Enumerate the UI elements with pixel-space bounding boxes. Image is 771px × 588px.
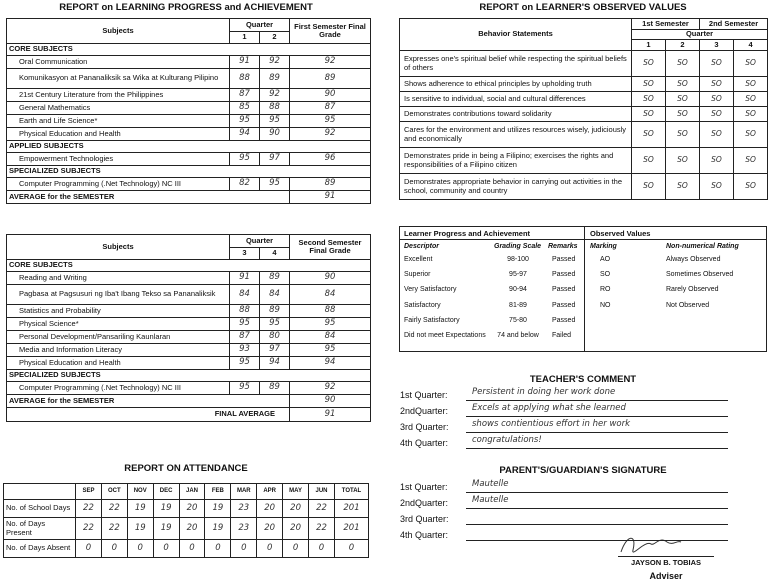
attendance-value: 0 (179, 540, 205, 558)
attendance-row-label: No. of Days Present (4, 518, 76, 540)
final-grade: 84 (290, 331, 371, 344)
month-header: MAY (283, 484, 309, 500)
value-mark: SO (666, 107, 700, 122)
attendance-value: 0 (205, 540, 231, 558)
learning-title: REPORT on LEARNING PROGRESS and ACHIEVEMENT (59, 2, 313, 13)
comment-text: congratulations! (472, 435, 542, 445)
non-numerical-rating: Not Observed (666, 301, 710, 309)
behavior-statement: Shows adherence to ethical principles by upholding truth (400, 77, 632, 92)
descriptor: Satisfactory (404, 301, 441, 309)
final-grade: 92 (290, 128, 371, 141)
quarter-number: 1 (632, 40, 666, 51)
quarter-grade: 97 (260, 344, 290, 357)
quarter-grade: 93 (230, 344, 260, 357)
final-grade: 92 (290, 382, 371, 395)
behavior-row (400, 92, 768, 107)
value-mark: SO (734, 122, 768, 148)
marking: RO (600, 286, 611, 294)
non-numerical-rating: Rarely Observed (666, 286, 719, 294)
quarter-header: Quarter (230, 235, 290, 248)
attendance-value: 0 (309, 540, 335, 558)
comment-text: Excels at applying what she learned (472, 403, 626, 413)
quarter-grade: 95 (260, 178, 290, 191)
subject-name: Reading and Writing (7, 272, 230, 285)
attendance-value: 201 (335, 518, 369, 540)
signature-label: 4th Quarter: (400, 530, 449, 540)
quarter-a-header: 1 (230, 32, 260, 44)
remarks-head: Remarks (548, 243, 578, 250)
value-mark: SO (632, 148, 666, 174)
section-label: SPECIALIZED SUBJECTS (7, 370, 371, 382)
final-grade: 89 (290, 178, 371, 191)
marking: SO (600, 271, 611, 279)
quarter-grade: 84 (260, 285, 290, 305)
subject-name: Komunikasyon at Pananaliksik sa Wika at Kulturang Pilipino (7, 69, 230, 89)
subject-name: Physical Education and Health (7, 128, 230, 141)
attendance-row-label: No. of School Days (4, 500, 76, 518)
month-header: TOTAL (335, 484, 369, 500)
subjects-header: Subjects (7, 19, 230, 44)
quarter-grade: 89 (260, 305, 290, 318)
quarter-header: Quarter (230, 19, 290, 32)
month-header: FEB (205, 484, 231, 500)
subject-row (7, 115, 371, 128)
remark: Passed (552, 301, 576, 309)
subject-name: Media and Information Literacy (7, 344, 230, 357)
quarter-grade: 91 (230, 272, 260, 285)
attendance-value: 0 (127, 540, 153, 558)
attendance-value: 20 (283, 500, 309, 518)
final-grade-header: Second Semester Final Grade (290, 235, 371, 260)
section-label: CORE SUBJECTS (7, 260, 371, 272)
subject-row (7, 357, 371, 370)
quarter-grade: 84 (230, 285, 260, 305)
final-grade: 87 (290, 102, 371, 115)
section-label: CORE SUBJECTS (7, 44, 371, 56)
attendance-row (4, 500, 369, 518)
quarter-grade: 87 (230, 89, 260, 102)
behavior-statement: Expresses one's spiritual belief while respecting the spiritual beliefs of others (400, 51, 632, 77)
semester-average: 91 (290, 191, 371, 204)
value-mark: SO (632, 92, 666, 107)
attendance-value: 20 (257, 518, 283, 540)
comment-label: 1st Quarter: (400, 390, 448, 400)
remark: Failed (552, 332, 572, 339)
quarter-grade: 88 (230, 305, 260, 318)
value-mark: SO (734, 92, 768, 107)
attendance-value: 20 (257, 500, 283, 518)
final-grade: 95 (290, 318, 371, 331)
quarter-grade: 88 (260, 102, 290, 115)
quarter-grade: 95 (230, 115, 260, 128)
subject-row (7, 153, 371, 166)
value-mark: SO (734, 174, 768, 200)
attendance-row (4, 540, 369, 558)
attendance-table (3, 483, 369, 558)
second-semester-header: 2nd Semester (700, 19, 768, 30)
quarter-grade: 89 (260, 69, 290, 89)
subject-name: 21st Century Literature from the Philippines (7, 89, 230, 102)
subject-row (7, 102, 371, 115)
subject-row (7, 382, 371, 395)
signature-text: Mautelle (472, 495, 509, 505)
descriptor: Superior (404, 271, 431, 279)
quarter-number: 3 (700, 40, 734, 51)
value-mark: SO (666, 148, 700, 174)
comment-title: TEACHER'S COMMENT (529, 374, 637, 385)
attendance-value: 20 (179, 518, 205, 540)
behavior-statement: Demonstrates pride in being a Filipino; exercises the rights and responsibilities of a Filipino citizen (400, 148, 632, 174)
month-header: JUN (309, 484, 335, 500)
comment-label: 4th Quarter: (400, 438, 449, 448)
final-grade: 92 (290, 56, 371, 69)
legend-box (399, 226, 767, 352)
adviser-name: JAYSON B. TOBIAS (630, 558, 702, 567)
quarter-grade: 89 (260, 382, 290, 395)
descriptor: Did not meet Expectations (404, 332, 486, 339)
value-mark: SO (666, 122, 700, 148)
month-header: DEC (153, 484, 179, 500)
first-semester-header: 1st Semester (632, 19, 700, 30)
attendance-value: 19 (127, 518, 153, 540)
signature-label: 3rd Quarter: (400, 514, 449, 524)
value-mark: SO (700, 122, 734, 148)
value-mark: SO (632, 51, 666, 77)
attendance-value: 20 (179, 500, 205, 518)
attendance-value: 0 (257, 540, 283, 558)
final-average-label: FINAL AVERAGE (7, 408, 290, 422)
attendance-value: 0 (283, 540, 309, 558)
attendance-value: 0 (231, 540, 257, 558)
subject-name: Oral Communication (7, 56, 230, 69)
semester-average: 90 (290, 395, 371, 408)
second-semester-table (6, 234, 371, 422)
comment-text: shows contientious effort in her work (472, 419, 631, 429)
value-mark: SO (666, 92, 700, 107)
value-mark: SO (666, 51, 700, 77)
value-mark: SO (632, 107, 666, 122)
value-mark: SO (734, 51, 768, 77)
behavior-row (400, 77, 768, 92)
attendance-value: 19 (205, 500, 231, 518)
grading-scale: 90-94 (509, 286, 527, 294)
subject-name: Computer Programming (.Net Technology) NC III (7, 178, 230, 191)
subject-row (7, 272, 371, 285)
value-mark: SO (700, 148, 734, 174)
quarter-b-header: 4 (260, 248, 290, 260)
value-mark: SO (700, 77, 734, 92)
quarter-grade: 87 (230, 331, 260, 344)
marking: NO (600, 301, 611, 309)
subject-row (7, 318, 371, 331)
month-header: NOV (127, 484, 153, 500)
subject-row (7, 331, 371, 344)
behavior-row (400, 148, 768, 174)
signature-line (466, 528, 728, 541)
subject-row (7, 305, 371, 318)
section-label: APPLIED SUBJECTS (7, 141, 371, 153)
attendance-value: 22 (309, 500, 335, 518)
behavior-row (400, 122, 768, 148)
subject-name: Statistics and Probability (7, 305, 230, 318)
grading-scale: 75-80 (509, 316, 527, 324)
marking-head: Marking (590, 243, 617, 250)
behavior-header: Behavior Statements (400, 19, 632, 51)
progress-legend-title: Learner Progress and Achievement (404, 229, 531, 238)
month-header: MAR (231, 484, 257, 500)
value-mark: SO (666, 174, 700, 200)
final-grade: 90 (290, 89, 371, 102)
quarter-grade: 97 (260, 153, 290, 166)
quarter-grade: 85 (230, 102, 260, 115)
final-average: 91 (290, 408, 371, 422)
quarter-grade: 95 (230, 382, 260, 395)
attendance-value: 19 (127, 500, 153, 518)
final-grade-header: First Semester Final Grade (290, 19, 371, 44)
attendance-value: 0 (76, 540, 102, 558)
final-grade: 90 (290, 272, 371, 285)
subject-row (7, 178, 371, 191)
descriptor: Excellent (404, 256, 433, 263)
quarter-grade: 92 (260, 56, 290, 69)
subject-row (7, 128, 371, 141)
subject-name: Physical Education and Health (7, 357, 230, 370)
adviser-role: Adviser (649, 571, 683, 581)
quarter-grade: 95 (260, 115, 290, 128)
quarter-grade: 90 (260, 128, 290, 141)
quarter-grade: 88 (230, 69, 260, 89)
scale-head: Grading Scale (494, 243, 542, 250)
subject-row (7, 89, 371, 102)
subject-row (7, 56, 371, 69)
subject-name: General Mathematics (7, 102, 230, 115)
final-grade: 84 (290, 285, 371, 305)
value-mark: SO (632, 122, 666, 148)
quarter-grade: 80 (260, 331, 290, 344)
value-mark: SO (632, 174, 666, 200)
first-semester-table (6, 18, 371, 204)
quarter-grade: 95 (230, 153, 260, 166)
descriptor: Very Satisfactory (404, 286, 457, 294)
behavior-row (400, 51, 768, 77)
quarter-header: Quarter (632, 30, 768, 40)
subject-name: Empowerment Technologies (7, 153, 230, 166)
comment-text: Persistent in doing her work done (472, 387, 616, 397)
quarter-b-header: 2 (260, 32, 290, 44)
subject-row (7, 344, 371, 357)
grading-scale: 95-97 (509, 271, 527, 279)
grading-scale: 81-89 (509, 301, 527, 309)
attendance-corner (4, 484, 76, 500)
signature-label: 2ndQuarter: (400, 498, 449, 508)
value-mark: SO (700, 107, 734, 122)
comment-label: 3rd Quarter: (400, 422, 449, 432)
value-mark: SO (734, 148, 768, 174)
remark: Passed (552, 316, 576, 324)
values-title: REPORT on LEARNER'S OBSERVED VALUES (479, 2, 687, 13)
quarter-grade: 82 (230, 178, 260, 191)
subject-name: Computer Programming (.Net Technology) NC III (7, 382, 230, 395)
quarter-grade: 95 (230, 357, 260, 370)
value-mark: SO (700, 51, 734, 77)
quarter-grade: 94 (230, 128, 260, 141)
attendance-value: 23 (231, 518, 257, 540)
attendance-row-label: No. of Days Absent (4, 540, 76, 558)
descriptor-head: Descriptor (404, 243, 440, 250)
section-label: SPECIALIZED SUBJECTS (7, 166, 371, 178)
attendance-value: 22 (101, 500, 127, 518)
observed-legend-title: Observed Values (590, 229, 651, 238)
attendance-value: 20 (283, 518, 309, 540)
final-grade: 94 (290, 357, 371, 370)
remark: Passed (552, 286, 576, 294)
remark: Passed (552, 256, 576, 263)
semester-average-label: AVERAGE for the SEMESTER (7, 191, 290, 204)
behavior-statement: Cares for the environment and utilizes resources wisely, judiciously and economically (400, 122, 632, 148)
attendance-value: 23 (231, 500, 257, 518)
final-grade: 95 (290, 344, 371, 357)
attendance-value: 22 (309, 518, 335, 540)
attendance-row (4, 518, 369, 540)
marking: AO (600, 256, 611, 263)
attendance-value: 19 (153, 518, 179, 540)
semester-average-label: AVERAGE for the SEMESTER (7, 395, 290, 408)
signature-line (466, 512, 728, 525)
final-grade: 96 (290, 153, 371, 166)
attendance-value: 0 (153, 540, 179, 558)
behavior-statement: Demonstrates appropriate behavior in carrying out activities in the school, community and country (400, 174, 632, 200)
value-mark: SO (700, 92, 734, 107)
descriptor: Fairly Satisfactory (404, 316, 460, 324)
behavior-row (400, 174, 768, 200)
quarter-grade: 89 (260, 272, 290, 285)
attendance-value: 22 (101, 518, 127, 540)
subject-name: Pagbasa at Pagsusuri ng Iba't Ibang Tekso sa Pananaliksik (7, 285, 230, 305)
attendance-value: 0 (101, 540, 127, 558)
month-header: OCT (101, 484, 127, 500)
subject-row (7, 69, 371, 89)
subject-name: Physical Science* (7, 318, 230, 331)
signature-text: Mautelle (472, 479, 509, 489)
attendance-value: 201 (335, 500, 369, 518)
month-header: APR (257, 484, 283, 500)
subject-name: Earth and Life Science* (7, 115, 230, 128)
quarter-grade: 94 (260, 357, 290, 370)
grading-scale: 98-100 (507, 256, 529, 263)
value-mark: SO (632, 77, 666, 92)
rating-head: Non-numerical Rating (666, 243, 739, 250)
signature-label: 1st Quarter: (400, 482, 448, 492)
final-grade: 89 (290, 69, 371, 89)
quarter-grade: 95 (230, 318, 260, 331)
behavior-statement: Demonstrates contributions toward solidarity (400, 107, 632, 122)
quarter-number: 2 (666, 40, 700, 51)
month-header: JAN (179, 484, 205, 500)
behavior-row (400, 107, 768, 122)
value-mark: SO (666, 77, 700, 92)
observed-values-table (399, 18, 768, 200)
quarter-a-header: 3 (230, 248, 260, 260)
subject-name: Personal Development/Pansariling Kaunlaran (7, 331, 230, 344)
non-numerical-rating: Always Observed (666, 256, 721, 263)
attendance-value: 19 (153, 500, 179, 518)
month-header: SEP (76, 484, 102, 500)
attendance-value: 0 (335, 540, 369, 558)
quarter-grade: 92 (260, 89, 290, 102)
remark: Passed (552, 271, 576, 279)
signature-title: PARENT'S/GUARDIAN'S SIGNATURE (499, 465, 667, 476)
final-grade: 88 (290, 305, 371, 318)
behavior-statement: Is sensitive to individual, social and cultural differences (400, 92, 632, 107)
value-mark: SO (734, 107, 768, 122)
value-mark: SO (734, 77, 768, 92)
comment-label: 2ndQuarter: (400, 406, 449, 416)
final-grade: 95 (290, 115, 371, 128)
subjects-header: Subjects (7, 235, 230, 260)
attendance-title: REPORT ON ATTENDANCE (124, 463, 248, 474)
quarter-number: 4 (734, 40, 768, 51)
non-numerical-rating: Sometimes Observed (666, 271, 734, 279)
attendance-value: 22 (76, 500, 102, 518)
grading-scale: 74 and below (497, 332, 539, 339)
quarter-grade: 91 (230, 56, 260, 69)
attendance-value: 19 (205, 518, 231, 540)
quarter-grade: 95 (260, 318, 290, 331)
value-mark: SO (700, 174, 734, 200)
subject-row (7, 285, 371, 305)
attendance-value: 22 (76, 518, 102, 540)
